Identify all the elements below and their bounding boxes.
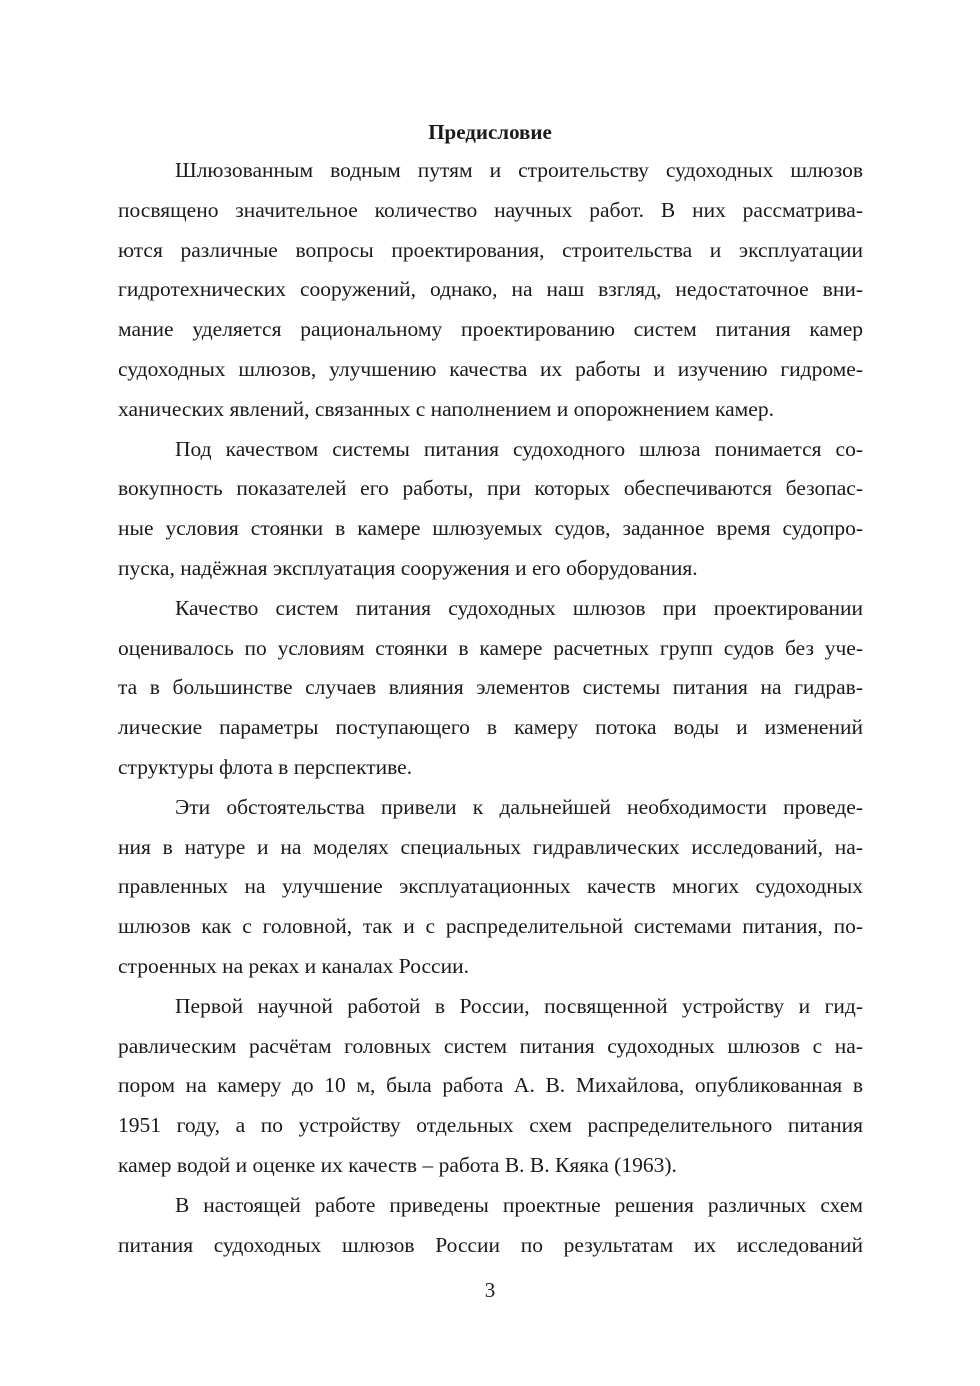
text-line: Первой научной работой в России, посвященной устройству и гид- xyxy=(175,993,863,1018)
text-line: ханических явлений, связанных с наполнением и опорожнением камер. xyxy=(118,396,774,421)
text-line: строенных на реках и каналах России. xyxy=(118,953,469,978)
paragraph-5 xyxy=(118,987,863,1186)
text-line: лические параметры поступающего в камеру потока воды и изменений xyxy=(118,715,863,740)
text-line: питания судоходных шлюзов России по результатам их исследований xyxy=(118,1232,863,1257)
page-title: Предисловие xyxy=(428,120,552,144)
paragraph-6 xyxy=(118,1186,863,1266)
text-line: пуска, надёжная эксплуатация сооружения и его оборудования. xyxy=(118,555,698,580)
paragraph-2 xyxy=(118,430,863,589)
text-line: шлюзов как с головной, так и с распределительной системами питания, по- xyxy=(118,914,863,939)
text-line: камер водой и оценке их качеств – работа В. В. Кяяка (1963). xyxy=(118,1152,677,1177)
text-line: правленных на улучшение эксплуатационных качеств многих судоходных xyxy=(118,874,863,899)
text-line: ния в натуре и на моделях специальных гидравлических исследований, на- xyxy=(118,834,863,859)
text-line: та в большинстве случаев влияния элементов системы питания на гидрав- xyxy=(118,675,863,700)
text-line: Шлюзованным водным путям и строительству судоходных шлюзов xyxy=(175,158,863,182)
text-line: ные условия стоянки в камере шлюзуемых судов, заданное время судопро- xyxy=(118,516,863,541)
text-line: вокупность показателей его работы, при которых обеспечиваются безопас- xyxy=(118,476,863,501)
body-text xyxy=(118,151,863,1265)
text-line: ются различные вопросы проектирования, строительства и эксплуатации xyxy=(118,237,863,262)
paragraph-3 xyxy=(118,589,863,788)
text-line: структуры флота в перспективе. xyxy=(118,754,413,779)
text-line: оценивалось по условиям стоянки в камере расчетных групп судов без уче- xyxy=(118,635,863,660)
text-line: мание уделяется рациональному проектированию систем питания камер xyxy=(118,317,863,342)
text-line: посвящено значительное количество научных работ. В них рассматрива- xyxy=(118,197,863,222)
text-line: гидротехнических сооружений, однако, на наш взгляд, недостаточное вни- xyxy=(118,277,863,302)
text-line: пором на камеру до 10 м, была работа А. В. Михайлова, опубликованная в xyxy=(118,1073,863,1098)
text-line: Эти обстоятельства привели к дальнейшей необходимости проведе- xyxy=(175,794,863,819)
text-line: 1951 году, а по устройству отдельных схем распределительного питания xyxy=(118,1113,863,1138)
text-line: равлическим расчётам головных систем питания судоходных шлюзов с на- xyxy=(118,1033,863,1058)
paragraph-1 xyxy=(118,151,863,430)
text-line: судоходных шлюзов, улучшению качества их работы и изучению гидроме- xyxy=(118,356,863,381)
text-line: В настоящей работе приведены проектные решения различных схем xyxy=(175,1192,863,1217)
text-line: Под качеством системы питания судоходного шлюза понимается со- xyxy=(175,436,863,461)
text-line: Качество систем питания судоходных шлюзов при проектировании xyxy=(175,595,863,620)
page-number: 3 xyxy=(484,1278,496,1302)
paragraph-4 xyxy=(118,788,863,987)
